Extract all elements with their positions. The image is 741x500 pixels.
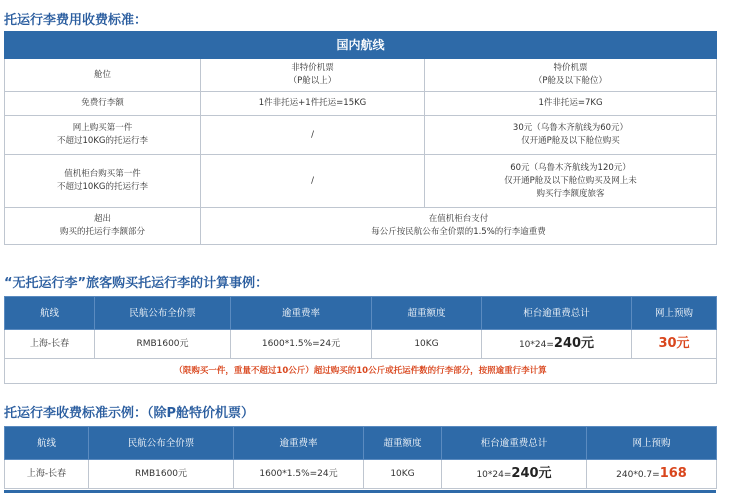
ex1-header-overweight: 超重额度 [372, 297, 482, 330]
heading-no-baggage-example: “无托运行李”旅客购买托运行李的计算事例： [4, 276, 269, 291]
ex2-header-rate: 逾重费率 [234, 427, 364, 460]
ex2-header-online: 网上预购 [587, 427, 717, 460]
col-nonspecial: 非特价机票 （P舱以上） [201, 59, 425, 92]
heading-baggage-fees: 托运行李费用收费标准： [4, 13, 148, 28]
ex2-header-overweight: 超重额度 [364, 427, 442, 460]
row-free-label: 免费行李额 [5, 92, 201, 116]
ex1-header-fare: 民航公布全价票 [95, 297, 231, 330]
ex2-online: 240*0.7=168 [587, 460, 717, 489]
row-free-special: 1件非托运=7KG [425, 92, 717, 116]
col-special: 特价机票 （P舱及以下舱位） [425, 59, 717, 92]
ex1-header-counter-total: 柜台逾重费总计 [482, 297, 632, 330]
ex1-header-route: 航线 [5, 297, 95, 330]
ex2-header-counter-total: 柜台逾重费总计 [442, 427, 587, 460]
ex2-counter-total: 10*24=240元 [442, 460, 587, 489]
ex1-overweight: 10KG [372, 330, 482, 359]
col-cabin: 舱位 [5, 59, 201, 92]
heading-fee-example: 托运行李收费标准示例：（除P舱特价机票） [4, 406, 255, 421]
row-online-nonspecial: / [201, 116, 425, 155]
ex2-rate: 1600*1.5%=24元 [234, 460, 364, 489]
domestic-fee-table [4, 31, 717, 245]
ex1-rate: 1600*1.5%=24元 [231, 330, 372, 359]
ex1-counter-total: 10*24=240元 [482, 330, 632, 359]
bottom-divider [4, 490, 716, 493]
ex2-fare: RMB1600元 [89, 460, 234, 489]
ex2-header-fare: 民航公布全价票 [89, 427, 234, 460]
row-excess-merged: 在值机柜台支付 每公斤按民航公布全价票的1.5%的行李逾重费 [201, 208, 717, 245]
ex1-online: 30元 [632, 330, 717, 359]
ex1-fare: RMB1600元 [95, 330, 231, 359]
row-counter-nonspecial: / [201, 155, 425, 208]
ex1-route: 上海-长春 [5, 330, 95, 359]
row-excess-label: 超出 购买的托运行李额部分 [5, 208, 201, 245]
row-counter-special: 60元（乌鲁木齐航线为120元） 仅开通P舱及以下舱位购买及网上未 购买行李额度旅客 [425, 155, 717, 208]
ex2-route: 上海-长春 [5, 460, 89, 489]
row-free-nonspecial: 1件非托运+1件托运=15KG [201, 92, 425, 116]
ex1-header-online: 网上预购 [632, 297, 717, 330]
ex1-header-rate: 逾重费率 [231, 297, 372, 330]
ex1-note: （限购买一件，重量不超过10公斤）超过购买的10公斤或托运件数的行李部分，按照逾重行李计算 [5, 359, 717, 384]
row-online-label: 网上购买第一件 不超过10KG的托运行李 [5, 116, 201, 155]
row-counter-label: 值机柜台购买第一件 不超过10KG的托运行李 [5, 155, 201, 208]
example-table-1 [4, 296, 717, 384]
ex2-overweight: 10KG [364, 460, 442, 489]
row-online-special: 30元（乌鲁木齐航线为60元） 仅开通P舱及以下舱位购买 [425, 116, 717, 155]
example-table-2 [4, 426, 717, 489]
ex2-header-route: 航线 [5, 427, 89, 460]
domestic-title: 国内航线 [5, 32, 717, 59]
